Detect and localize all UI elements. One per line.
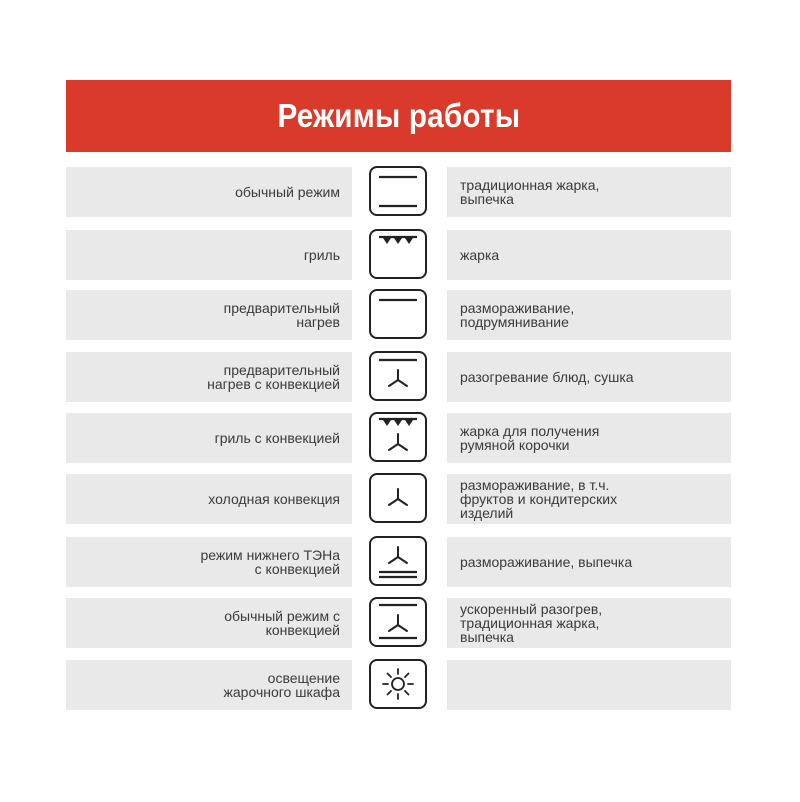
- mode-name: предварительный нагрев: [223, 300, 340, 330]
- top-bottom-heat-fan-icon: [369, 597, 427, 647]
- mode-description: размораживание, подрумянивание: [460, 300, 575, 330]
- top-bottom-heat-icon: [369, 166, 427, 216]
- page-title: Режимы работы: [277, 97, 520, 134]
- mode-name: гриль: [303, 247, 340, 263]
- mode-row-normal-fan: [66, 598, 731, 648]
- mode-row-grill: [66, 230, 731, 280]
- mode-row-cold-fan: [66, 474, 731, 524]
- mode-row-normal: [66, 167, 731, 217]
- mode-description: ускоренный разогрев, традиционная жарка, выпечка: [460, 601, 603, 645]
- header-banner: [66, 80, 731, 152]
- grill-fan-icon: [369, 412, 427, 462]
- mode-description: размораживание, в т.ч. фруктов и кондитерских изделий: [460, 477, 618, 521]
- mode-description: жарка для получения румяной корочки: [460, 423, 600, 453]
- mode-description: традиционная жарка, выпечка: [460, 177, 600, 207]
- mode-row-preheat-fan: [66, 352, 731, 402]
- mode-description: жарка: [460, 247, 500, 263]
- oven-light-icon: [369, 659, 427, 709]
- mode-name: гриль с конвекцией: [214, 430, 340, 446]
- mode-name: холодная конвекция: [208, 491, 340, 507]
- mode-name: освещение жарочного шкафа: [223, 670, 340, 700]
- mode-row-grill-fan: [66, 413, 731, 463]
- mode-row-bottom-fan: [66, 537, 731, 587]
- top-heat-fan-icon: [369, 351, 427, 401]
- mode-description: размораживание, выпечка: [460, 554, 633, 570]
- top-heat-icon: [369, 289, 427, 339]
- mode-name: обычный режим с конвекцией: [224, 608, 340, 638]
- mode-row-preheat: [66, 290, 731, 340]
- mode-name: режим нижнего ТЭНа с конвекцией: [200, 547, 340, 577]
- mode-name: предварительный нагрев с конвекцией: [207, 362, 340, 392]
- fan-icon: [369, 473, 427, 523]
- mode-row-light: [66, 660, 731, 710]
- bottom-heat-fan-icon: [369, 536, 427, 586]
- grill-icon: [369, 229, 427, 279]
- mode-description: разогревание блюд, сушка: [460, 369, 634, 385]
- mode-name: обычный режим: [235, 184, 340, 200]
